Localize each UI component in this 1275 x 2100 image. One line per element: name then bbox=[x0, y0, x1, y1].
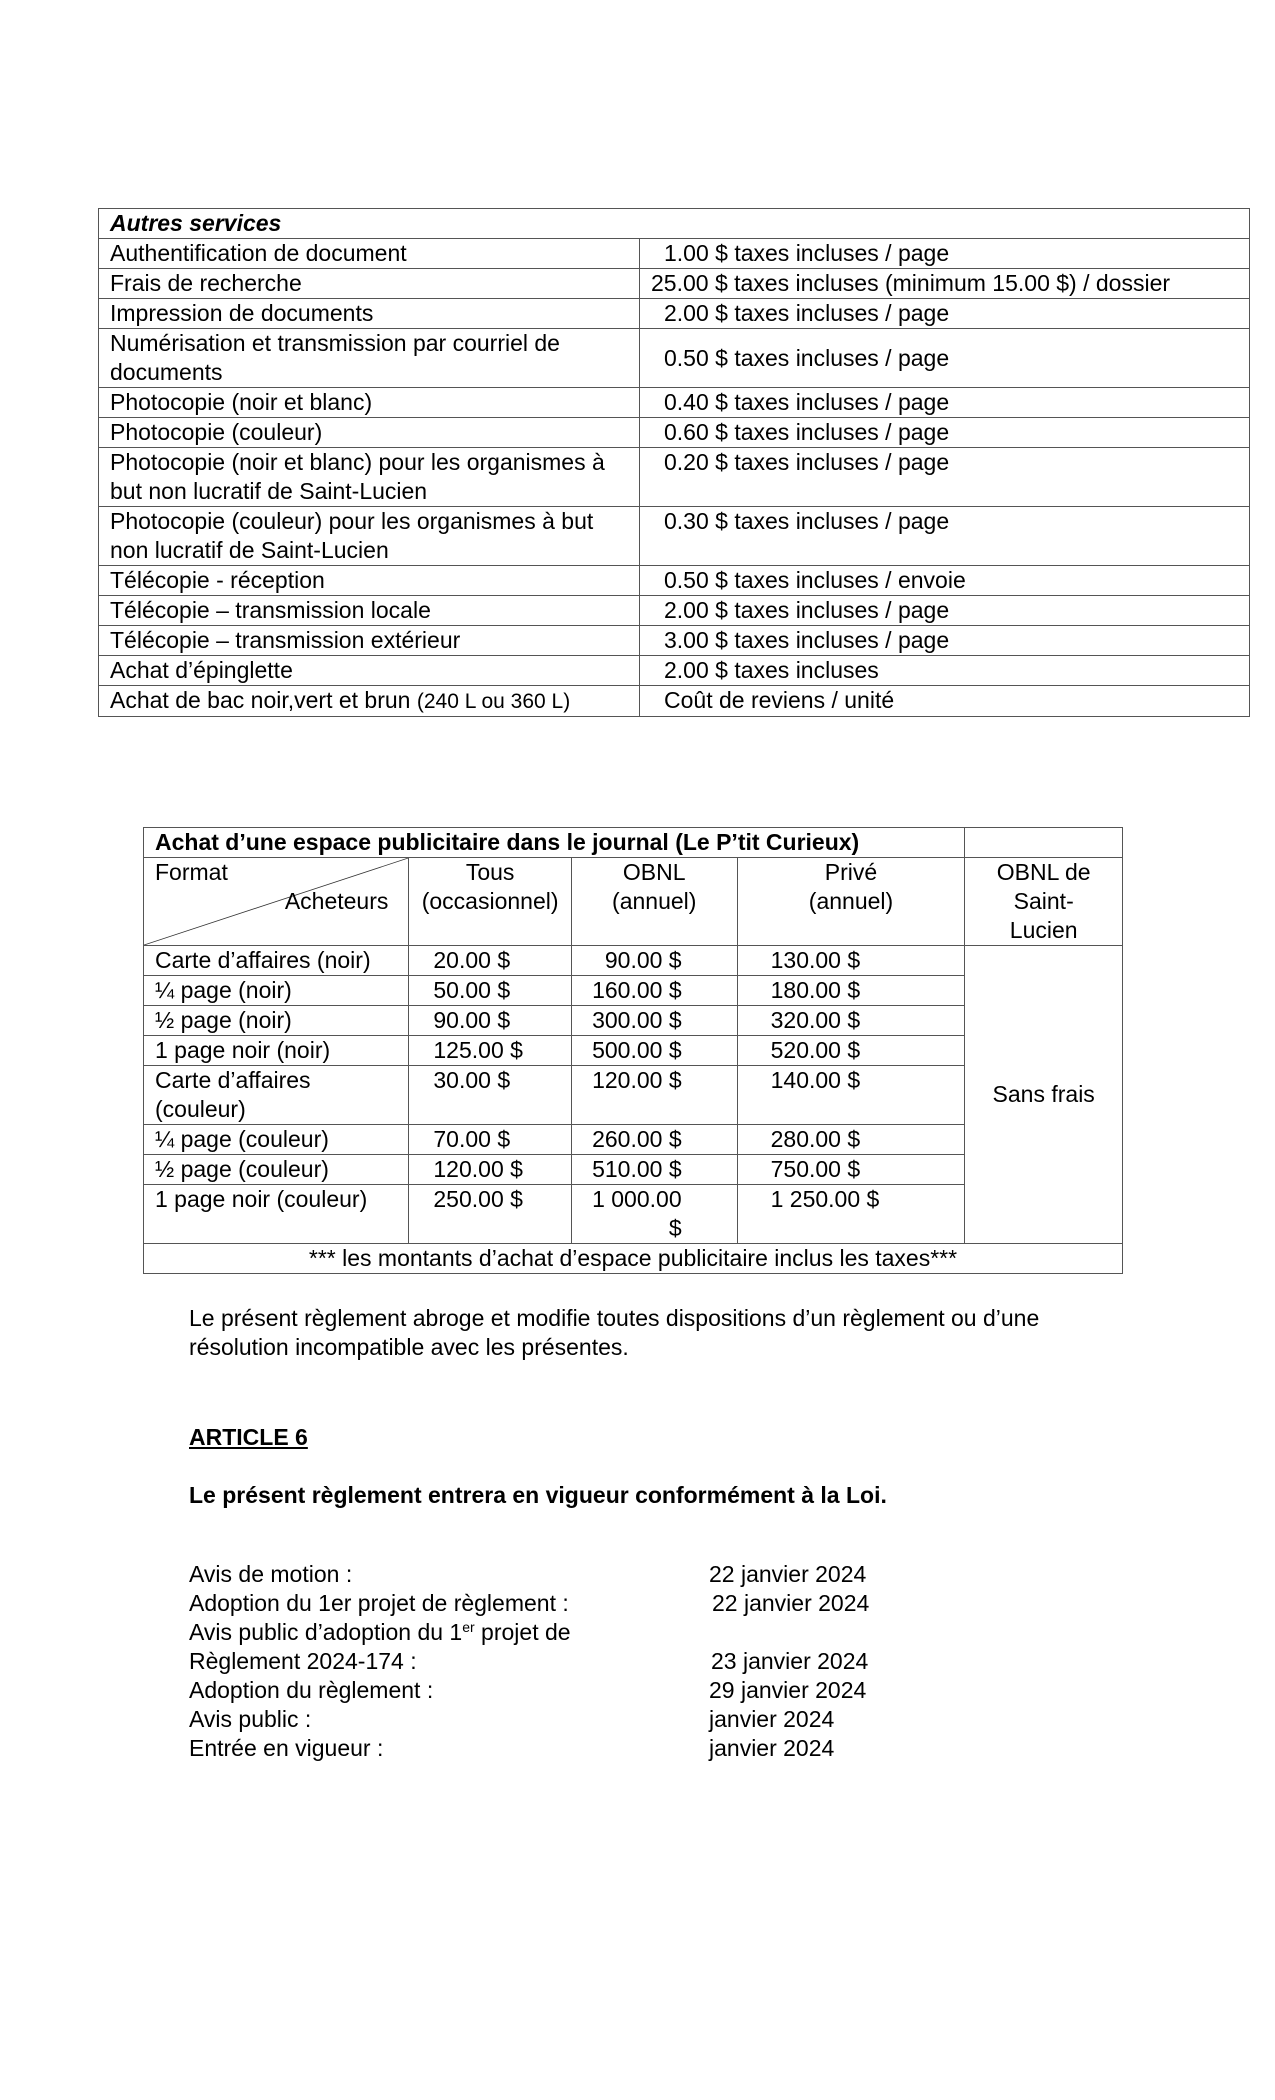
acheteurs-header: Acheteurs bbox=[284, 888, 389, 914]
format-cell: ½ page (noir) bbox=[144, 1006, 409, 1036]
tarif-cell: 3.00 $ taxes incluses / page bbox=[640, 626, 1250, 656]
tarif-cell: 0.30 $ taxes incluses / page bbox=[640, 507, 1250, 566]
header-line: Tous bbox=[465, 859, 515, 885]
abrogation-paragraph: Le présent règlement abroge et modifie toutes dispositions d’un règlement ou d’une résolution incompatible avec les présentes. bbox=[189, 1305, 1040, 1360]
header-line: Lucien bbox=[1009, 917, 1078, 943]
service-cell: Numérisation et transmission par courriel de documents bbox=[99, 329, 640, 388]
article-body: Le présent règlement entrera en vigueur conformément à la Loi. bbox=[189, 1482, 887, 1508]
tous-price-cell: 90.00 $ bbox=[409, 1006, 571, 1036]
table-row bbox=[99, 329, 1250, 388]
service-cell: Frais de recherche bbox=[99, 269, 640, 299]
table-row bbox=[99, 507, 1250, 566]
date-row bbox=[189, 1676, 989, 1705]
tarif-cell: 0.20 $ taxes incluses / page bbox=[640, 448, 1250, 507]
obnl-price-cell: 90.00 $ bbox=[571, 946, 737, 976]
autres-services-table bbox=[98, 208, 1250, 717]
format-cell: 1 page noir (couleur) bbox=[144, 1185, 409, 1244]
tarif-cell: 0.50 $ taxes incluses / page bbox=[640, 329, 1250, 388]
obnl-price-cell: 1 000.00 $ bbox=[571, 1185, 737, 1244]
table-title: Achat d’une espace publicitaire dans le journal (Le P’tit Curieux) bbox=[144, 828, 965, 858]
service-cell: Photocopie (couleur) bbox=[99, 418, 640, 448]
obnl-saint-lucien-header bbox=[965, 858, 1123, 946]
tarif-cell: 0.50 $ taxes incluses / envoie bbox=[640, 566, 1250, 596]
tous-price-cell: 30.00 $ bbox=[409, 1066, 571, 1125]
table-row bbox=[99, 566, 1250, 596]
date-row bbox=[189, 1560, 989, 1589]
label-part: projet de bbox=[474, 1619, 571, 1645]
prive-price-cell: 180.00 $ bbox=[737, 976, 965, 1006]
table-row bbox=[144, 946, 1123, 976]
date-value: janvier 2024 bbox=[709, 1706, 835, 1732]
table-row bbox=[99, 656, 1250, 686]
date-label: Adoption du règlement : bbox=[189, 1677, 434, 1703]
prive-price-cell: 140.00 $ bbox=[737, 1066, 965, 1125]
dates-list bbox=[189, 1560, 989, 1763]
tous-price-cell: 70.00 $ bbox=[409, 1125, 571, 1155]
table-row bbox=[99, 686, 1250, 717]
format-header: Format bbox=[155, 859, 228, 885]
header-line: (occasionnel) bbox=[421, 888, 559, 914]
publicite-body bbox=[144, 946, 1123, 1244]
header-line: (annuel) bbox=[612, 888, 697, 914]
label-sup: er bbox=[462, 1619, 475, 1635]
tous-price-cell: 120.00 $ bbox=[409, 1155, 571, 1185]
date-row bbox=[189, 1618, 989, 1647]
date-row bbox=[189, 1734, 989, 1763]
tarif-cell: Coût de reviens / unité bbox=[640, 686, 1250, 717]
date-label: Règlement 2024-174 : bbox=[189, 1648, 417, 1674]
service-cell: Authentification de document bbox=[99, 239, 640, 269]
date-label: Avis public : bbox=[189, 1706, 312, 1732]
tarif-cell: 2.00 $ taxes incluses / page bbox=[640, 596, 1250, 626]
date-value: 23 janvier 2024 bbox=[711, 1648, 869, 1674]
tarif-cell: 1.00 $ taxes incluses / page bbox=[640, 239, 1250, 269]
service-cell: Photocopie (noir et blanc) pour les organismes à but non lucratif de Saint-Lucien bbox=[99, 448, 640, 507]
date-label: Avis de motion : bbox=[189, 1561, 353, 1587]
service-cell bbox=[99, 686, 640, 717]
header-line: OBNL bbox=[622, 859, 686, 885]
date-label: Adoption du 1er projet de règlement : bbox=[189, 1590, 569, 1616]
date-value: 29 janvier 2024 bbox=[709, 1677, 867, 1703]
service-cell: Télécopie – transmission locale bbox=[99, 596, 640, 626]
table-row bbox=[99, 269, 1250, 299]
empty-cell bbox=[965, 828, 1123, 858]
prive-price-cell: 280.00 $ bbox=[737, 1125, 965, 1155]
date-row bbox=[189, 1589, 989, 1618]
header-line: Saint- bbox=[1013, 888, 1074, 914]
publicite-table bbox=[143, 827, 1123, 1274]
obnl-saint-lucien-cell: Sans frais bbox=[965, 946, 1123, 1244]
header-line: Privé bbox=[824, 859, 878, 885]
tarif-cell: 0.40 $ taxes incluses / page bbox=[640, 388, 1250, 418]
date-row bbox=[189, 1705, 989, 1734]
obnl-price-cell: 500.00 $ bbox=[571, 1036, 737, 1066]
date-value: janvier 2024 bbox=[709, 1735, 835, 1761]
table-header-row bbox=[144, 858, 1123, 946]
tarif-cell: 25.00 $ taxes incluses (minimum 15.00 $) / dossier bbox=[640, 269, 1250, 299]
service-cell: Photocopie (couleur) pour les organismes à but non lucratif de Saint-Lucien bbox=[99, 507, 640, 566]
article-title: ARTICLE 6 bbox=[189, 1424, 308, 1450]
date-label: Entrée en vigueur : bbox=[189, 1735, 384, 1761]
table-header-row bbox=[99, 209, 1250, 239]
service-text: Achat de bac noir,vert et brun bbox=[110, 687, 411, 713]
taxes-note: *** les montants d’achat d’espace publicitaire inclus les taxes*** bbox=[144, 1244, 1123, 1274]
prive-header bbox=[737, 858, 965, 946]
table-row bbox=[99, 418, 1250, 448]
prive-price-cell: 130.00 $ bbox=[737, 946, 965, 976]
obnl-price-cell: 260.00 $ bbox=[571, 1125, 737, 1155]
prive-price-cell: 750.00 $ bbox=[737, 1155, 965, 1185]
prive-price-cell: 1 250.00 $ bbox=[737, 1185, 965, 1244]
format-cell: Carte d’affaires (couleur) bbox=[144, 1066, 409, 1125]
tous-price-cell: 20.00 $ bbox=[409, 946, 571, 976]
table-title-row bbox=[144, 828, 1123, 858]
obnl-price-cell: 510.00 $ bbox=[571, 1155, 737, 1185]
service-volume: (240 L ou 360 L) bbox=[416, 690, 571, 713]
table-row bbox=[99, 299, 1250, 329]
tous-price-cell: 250.00 $ bbox=[409, 1185, 571, 1244]
tarif-cell: 0.60 $ taxes incluses / page bbox=[640, 418, 1250, 448]
service-cell: Impression de documents bbox=[99, 299, 640, 329]
prive-price-cell: 520.00 $ bbox=[737, 1036, 965, 1066]
tarif-cell: 2.00 $ taxes incluses bbox=[640, 656, 1250, 686]
date-value: 22 janvier 2024 bbox=[712, 1590, 870, 1616]
service-cell: Télécopie – transmission extérieur bbox=[99, 626, 640, 656]
service-cell: Télécopie - réception bbox=[99, 566, 640, 596]
prive-price-cell: 320.00 $ bbox=[737, 1006, 965, 1036]
format-cell: ¼ page (noir) bbox=[144, 976, 409, 1006]
service-cell: Achat d’épinglette bbox=[99, 656, 640, 686]
table-note-row bbox=[144, 1244, 1123, 1274]
tous-price-cell: 125.00 $ bbox=[409, 1036, 571, 1066]
format-cell: 1 page noir (noir) bbox=[144, 1036, 409, 1066]
tarif-cell: 2.00 $ taxes incluses / page bbox=[640, 299, 1250, 329]
date-label bbox=[189, 1618, 571, 1647]
obnl-price-cell: 160.00 $ bbox=[571, 976, 737, 1006]
table-title: Autres services bbox=[99, 209, 1250, 239]
header-line: OBNL de bbox=[996, 859, 1091, 885]
date-value: 22 janvier 2024 bbox=[709, 1561, 867, 1587]
header-line: (annuel) bbox=[808, 888, 894, 914]
label-part: Avis public d’adoption du 1 bbox=[189, 1619, 463, 1645]
obnl-header bbox=[571, 858, 737, 946]
format-cell: Carte d’affaires (noir) bbox=[144, 946, 409, 976]
table-row bbox=[99, 239, 1250, 269]
service-cell: Photocopie (noir et blanc) bbox=[99, 388, 640, 418]
diagonal-header-cell bbox=[144, 858, 409, 946]
table-row bbox=[99, 596, 1250, 626]
table-row bbox=[99, 626, 1250, 656]
format-cell: ¼ page (couleur) bbox=[144, 1125, 409, 1155]
table-row bbox=[99, 388, 1250, 418]
table-row bbox=[99, 448, 1250, 507]
obnl-price-cell: 120.00 $ bbox=[571, 1066, 737, 1125]
tous-price-cell: 50.00 $ bbox=[409, 976, 571, 1006]
obnl-price-cell: 300.00 $ bbox=[571, 1006, 737, 1036]
tous-header bbox=[409, 858, 571, 946]
date-row bbox=[189, 1647, 989, 1676]
format-cell: ½ page (couleur) bbox=[144, 1155, 409, 1185]
